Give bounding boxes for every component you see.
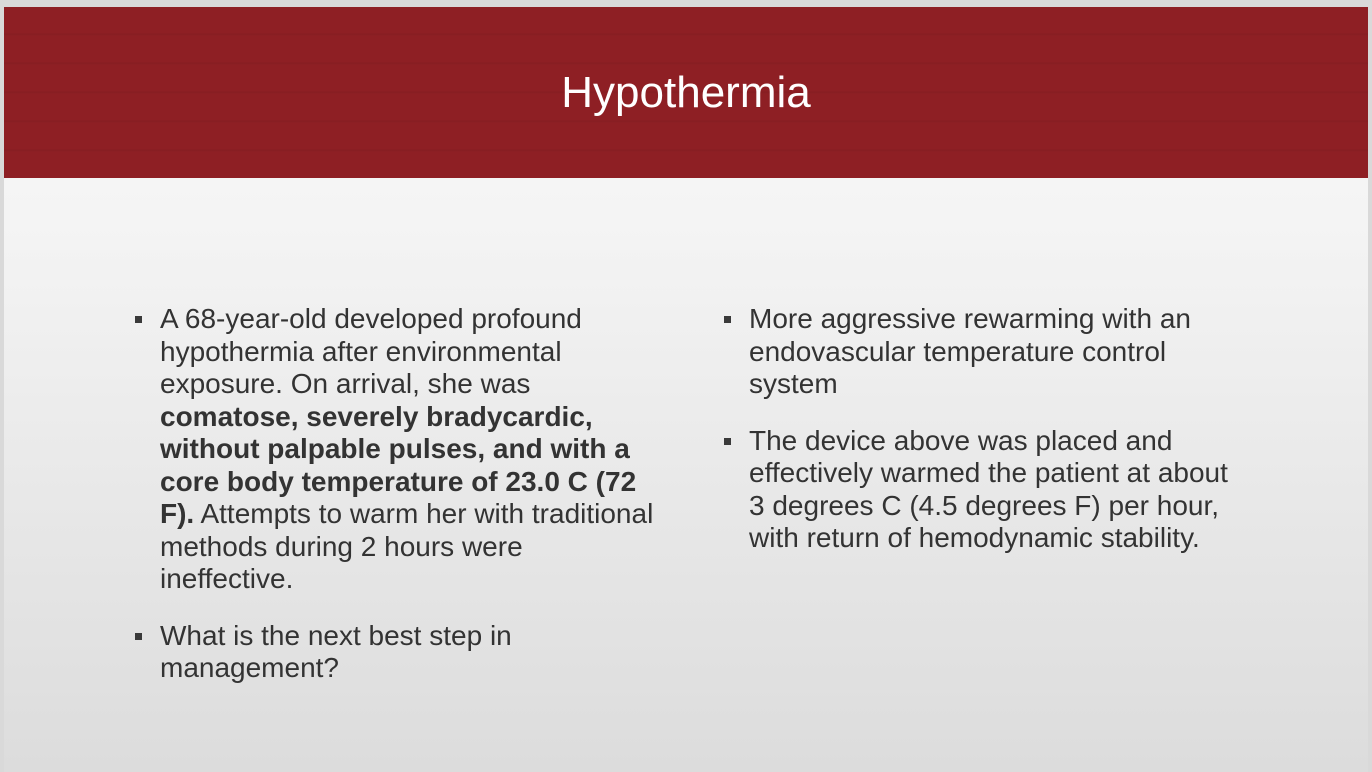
title-band <box>4 7 1368 178</box>
bullet-text-intro: A 68-year-old developed profound hypothermia after environmental exposure. On arrival, she was <box>160 303 582 399</box>
bullet-marker-icon <box>724 438 731 445</box>
bullet-item-outcome <box>717 425 1247 555</box>
bullet-text-question: What is the next best step in management? <box>160 619 512 683</box>
bullet-marker-icon <box>724 316 731 323</box>
bullet-text-outro: Attempts to warm her with traditional methods during 2 hours were ineffective. <box>160 498 654 594</box>
right-column <box>717 303 1247 579</box>
bullet-text-outcome: The device above was placed and effectively warmed the patient at about 3 degrees C (4.5 degrees F) per hour, with return of hemodynamic stability. <box>749 424 1228 553</box>
bullet-item-question <box>128 620 658 685</box>
bullet-marker-icon <box>135 316 142 323</box>
bullet-text-answer: More aggressive rewarming with an endovascular temperature control system <box>749 303 1191 399</box>
bullet-item-case <box>128 303 658 596</box>
bullet-marker-icon <box>135 633 142 640</box>
bullet-item-answer <box>717 303 1247 401</box>
bullet-text-bold: comatose, severely bradycardic, without palpable pulses, and with a core body temperature of 23.0 C (72 F). <box>160 400 637 529</box>
slide <box>4 7 1368 772</box>
left-column <box>128 303 658 709</box>
slide-title: Hypothermia <box>561 68 811 117</box>
